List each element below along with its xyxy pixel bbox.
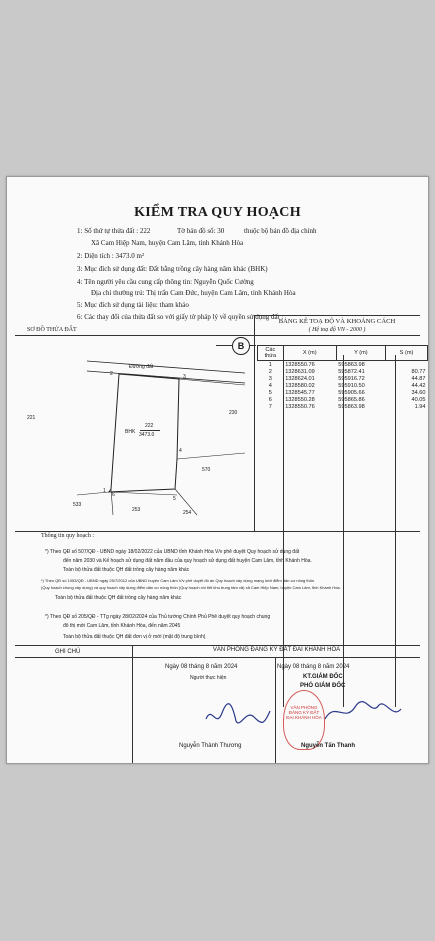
coords-frame-top [254,315,420,316]
info-line-5: 5: Mục đích sử dụng tài liệu: tham khảo [77,301,189,309]
coords-cell: 1328624.01 [285,375,315,382]
compass-line-right [250,345,256,346]
footer-sign-divider [275,657,276,763]
coords-header-point: Các thứa [258,346,284,361]
coords-cell: 40.05 [411,396,426,403]
coords-cell: 3 [268,375,272,382]
coords-cell: 595905.66 [338,389,365,396]
coords-cell: 1 [268,361,272,368]
info-line-6: 6: Các thay đổi của thửa đất so với giấy tờ pháp lý về quyền sử dụng đất : [77,313,284,321]
planning-divider [15,531,420,532]
coords-cell: 595863.98 [338,361,365,368]
planning-p2: *) Theo QĐ số 1053/QĐ - UBND ngày 25/7/2012 của UBND huyện Cam Lâm V/v phê duyệt đồ án Quy hoạch xây dựng mạng lưới điểm dân cư nông thôn [41,578,315,583]
coords-cell: 595910.50 [338,382,365,389]
date-right: Ngày 08 tháng 8 năm 2024 [277,664,350,670]
coords-cell: 4 [268,382,272,389]
coords-header-s: S (m) [386,346,428,361]
vertex-4: 4 [179,448,182,454]
parcel-number: 222 [145,423,154,429]
parcel-code: BHK [125,429,136,435]
info-line-1c: thuộc bộ bản đồ địa chính [244,227,317,235]
ghi-chu-label: GHI CHÚ [55,649,81,655]
compass-north-icon: B [232,337,250,355]
footer-divider-top [15,645,420,646]
planning-heading: Thông tin quy hoạch : [41,533,94,539]
coords-subtitle: ( Hệ toạ độ VN - 2000 ) [308,327,366,333]
vertex-6: 6 [112,492,115,498]
coords-header-x: X (m) [283,346,336,361]
performer-name: Nguyễn Thành Thương [179,743,242,749]
planning-p1: *) Theo QĐ số 507/QĐ - UBND ngày 18/02/2022 của UBND tỉnh Khánh Hòa V/v phê duyệt Quy hoạch sử dụng đất [45,549,300,555]
performer-label: Người thực hiện [190,675,227,681]
signer-signature [323,697,403,727]
coords-cell: 44.42 [411,382,426,389]
stamp-text: VĂN PHÒNG ĐĂNG KÝ ĐẤT ĐAI KHÁNH HÒA [286,705,322,720]
coords-title: BẢNG KÊ TOẠ ĐỘ VÀ KHOẢNG CÁCH [278,318,396,325]
coords-cell: 1328545.77 [285,389,315,396]
map-section-label: SƠ ĐỒ THỬA ĐẤT [27,327,77,333]
office-name: VĂN PHÒNG ĐĂNG KÝ ĐẤT ĐAI KHÁNH HÒA [212,647,341,653]
coords-cell: 595916.72 [338,375,365,382]
neighbor-230: 230 [229,410,238,416]
signer-title-1: KT.GIÁM ĐỐC [303,674,343,680]
info-line-1a: 1: Số thứ tự thửa đất : 222 [77,227,151,235]
coords-cell: 1328550.28 [285,396,315,403]
coords-cell: 1328631.09 [285,368,315,375]
coords-cell: 1.94 [414,403,426,410]
coords-cell: 44.87 [411,375,426,382]
info-line-3: 3: Mục đích sử dụng đất: Đất bằng trồng cây hàng năm khác (BHK) [77,265,268,273]
coords-cell: 1328550.76 [285,361,315,368]
document-title: KIỂM TRA QUY HOẠCH [134,205,301,220]
performer-signature [202,699,272,733]
parcel-area: 3473.0 [139,432,155,438]
coords-cell: 80.77 [411,368,426,375]
vertex-3: 3 [183,374,186,380]
road-label: Đường đất [129,364,154,370]
coords-cell: 2 [268,368,272,375]
document-page [6,176,429,764]
footer-col-divider [132,645,133,763]
signer-name: Nguyễn Tấn Thanh [301,743,355,749]
coords-cell: 5 [268,389,272,396]
neighbor-533: 533 [73,502,82,508]
parcel-sketch [67,333,257,523]
planning-p1c: Toàn bộ thửa đất thuộc QH đất trồng cây hàng năm khác [63,567,190,573]
planning-p2b: (Quy hoạch chung xây dựng) và quy hoạch xây dựng điểm dân cư nông thôn (Quy hoạch chi tiết khu trung tâm xã) xã Cam Hiệp Nam, huyện Cam Lâm, tỉnh Khánh Hòa. [41,585,341,590]
parcel-fraction-line [140,430,160,431]
neighbor-253: 253 [132,507,141,513]
vertex-1: 1 [103,488,106,494]
neighbor-570: 570 [202,467,211,473]
planning-p3: *) Theo QĐ số 205/QĐ - TTg ngày 28/02/2024 của Thủ tướng Chính Phủ Phê duyệt quy hoạch chung [45,614,271,620]
footer-divider-header [15,657,420,658]
boundary-bottom [109,492,177,495]
coords-cell [386,361,428,369]
planning-p3b: đô thị mới Cam Lâm, tỉnh Khánh Hòa, đến năm 2045 [63,623,181,629]
official-stamp [283,690,325,750]
info-line-4: 4: Tên người yêu cầu cung cấp thông tin: Nguyễn Quốc Cường [77,278,254,286]
coords-cell: 595872.41 [338,368,365,375]
coords-cell: 595863.98 [338,403,365,410]
compass-line-left [216,345,232,346]
info-line-2: 2: Diện tích : 3473.0 m² [77,252,145,260]
planning-p2c: Toàn bộ thửa đất thuộc QH đất trồng cây hàng năm khác [55,595,182,601]
date-left: Ngày 08 tháng 8 năm 2024 [165,664,238,670]
planning-p1b: đến năm 2030 và Kế hoạch sử dụng đất năm đầu của quy hoạch sử dụng đất huyện Cam Lâm, tỉnh Khánh Hòa. [63,558,312,564]
boundary-570 [177,453,245,459]
coords-cell: 1328550.76 [285,403,315,410]
coords-frame-left-lower [254,335,255,531]
info-line-1d: Xã Cam Hiệp Nam, huyện Cam Lâm, tỉnh Khánh Hòa [91,239,244,247]
coords-frame-left [254,315,255,335]
vertex-2: 2 [110,371,113,377]
coords-cell: 34.60 [411,389,426,396]
coords-header-y: Y (m) [336,346,385,361]
vertex-5: 5 [173,496,176,502]
coords-cell: 7 [268,403,272,410]
planning-p3c: Toàn bộ thửa đất thuộc QH đất đơn vị ở mới (mật độ trung bình) [63,634,206,640]
signer-title-2: PHÓ GIÁM ĐỐC [300,683,346,689]
coords-cell: 595865.86 [338,396,365,403]
info-line-1b: Tờ bản đồ số: 30 [177,227,225,235]
coords-cell: 6 [268,396,272,403]
coords-cell: 1328580.02 [285,382,315,389]
neighbor-254: 254 [183,510,192,516]
neighbor-221: 221 [27,415,36,421]
info-line-4b: Địa chỉ thường trú: Thị trấn Cam Đức, huyện Cam Lâm, tỉnh Khánh Hòa [91,289,296,297]
